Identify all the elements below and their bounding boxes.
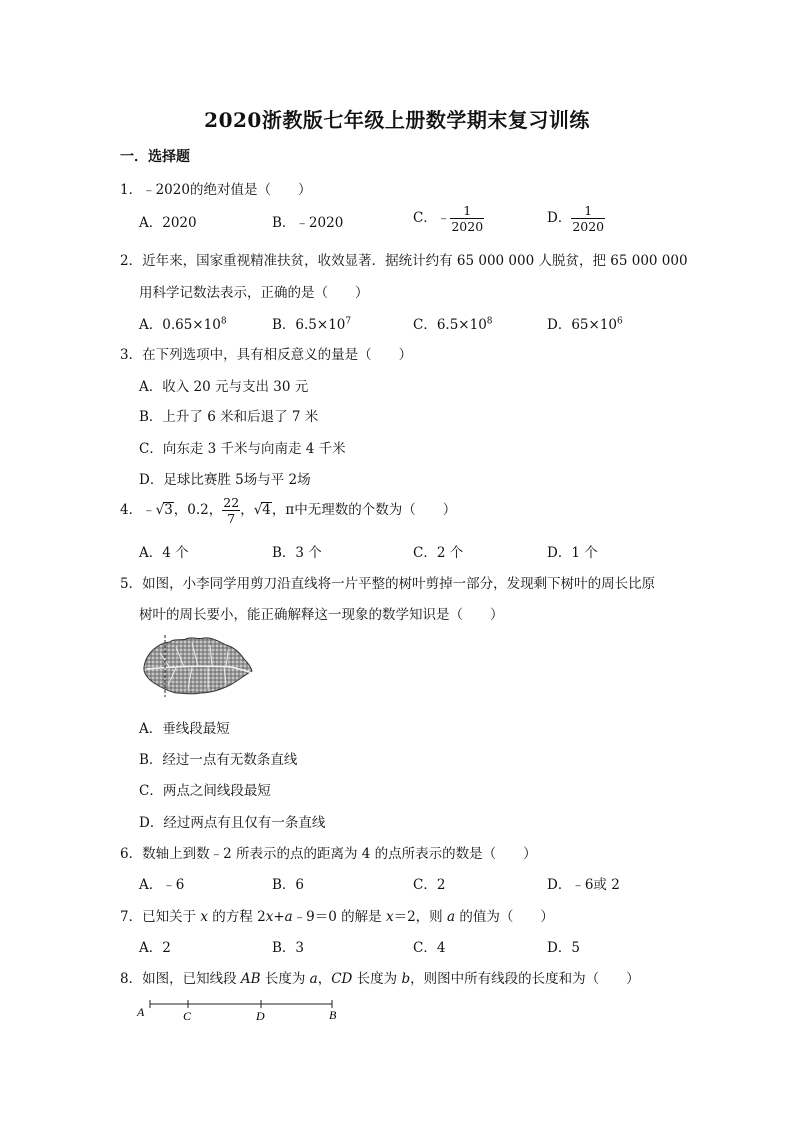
q1-c-denominator: 2020: [451, 219, 484, 234]
leaf-figure: [140, 633, 254, 699]
question-1-stem: 1．﹣2020的绝对值是（ ）: [120, 182, 312, 198]
label-c: C: [183, 1009, 192, 1023]
q3-option-a: A．收入 20 元与支出 30 元: [139, 379, 309, 395]
q5-option-b: B．经过一点有无数条直线: [139, 752, 298, 768]
q1-option-a: A．2020: [139, 215, 197, 231]
question-6-stem: 6．数轴上到数﹣2 所表示的点的距离为 4 的点所表示的数是（ ）: [120, 846, 537, 862]
q4-lead: 4．﹣: [120, 502, 156, 518]
q4-option-d: D．1 个: [547, 545, 598, 561]
q7-text-4: ﹣9＝0 的解是: [292, 909, 386, 925]
q8-var-b: b: [401, 971, 411, 987]
question-5-stem-line1: 5．如图，小李同学用剪刀沿直线将一片平整的树叶剪掉一部分，发现剩下树叶的周长比原: [120, 576, 656, 592]
q6-option-b: B．6: [272, 877, 305, 893]
q1-option-d: [547, 203, 605, 234]
q7-text-5: ＝2，则: [393, 909, 447, 925]
q7-var-a: a: [446, 909, 456, 925]
q5-option-c: C．两点之间线段最短: [139, 783, 271, 799]
q8-text-1: 8．如图，已知线段: [120, 971, 241, 987]
q1-option-b: B．﹣2020: [272, 215, 344, 231]
q2-c-base: C．6.5×10: [413, 317, 487, 333]
q4-sqrt-3: 3: [164, 502, 173, 518]
label-b: B: [329, 1008, 337, 1022]
q2-option-c: [413, 313, 493, 333]
q2-b-base: B．6.5×10: [272, 317, 346, 333]
q4-frac-denominator: 7: [227, 511, 236, 526]
q5-option-a: A．垂线段最短: [139, 721, 230, 737]
q3-option-d: D．足球比赛胜 5场与平 2场: [139, 472, 311, 488]
q7-text-3: +: [273, 909, 285, 925]
q4-option-a: A．4 个: [139, 545, 189, 561]
question-8-stem: [120, 967, 640, 987]
q6-option-d: D．﹣6或 2: [547, 877, 620, 893]
q6-option-c: C．2: [413, 877, 446, 893]
q1-option-c: [413, 203, 484, 234]
q4-mid1: ，0.2，: [173, 502, 223, 518]
question-7-stem: [120, 905, 554, 925]
question-2-stem-line1: 2．近年来，国家重视精准扶贫，收效显著．据统计约有 65 000 000 人脱贫，把 65 000 000: [120, 253, 688, 269]
q7-option-c: C．4: [413, 940, 446, 956]
page-title: 2020浙教版七年级上册数学期末复习训练: [204, 108, 590, 132]
question-2-stem-line2: 用科学记数法表示，正确的是（ ）: [139, 285, 369, 301]
q4-tail: ，π中无理数的个数为（ ）: [271, 502, 457, 518]
q7-text-1: 7．已知关于: [120, 909, 201, 925]
q1-c-fraction: [450, 203, 484, 234]
q1-c-prefix: C．﹣: [413, 210, 451, 226]
q5-option-d: D．经过两点有且仅有一条直线: [139, 815, 326, 831]
q7-text-6: 的值为（ ）: [455, 909, 554, 925]
q2-b-exponent: 7: [345, 316, 352, 327]
q4-option-b: B．3 个: [272, 545, 322, 561]
q8-text-3: ，: [317, 971, 332, 987]
q2-a-exponent: 8: [220, 316, 227, 327]
q1-d-prefix: D．: [547, 210, 572, 226]
q4-mid2: ，: [240, 502, 254, 518]
q4-frac-numerator: 22: [223, 495, 240, 510]
q8-var-a: a: [309, 971, 318, 987]
question-5-stem-line2: 树叶的周长要小，能正确解释这一现象的数学知识是（ ）: [139, 607, 504, 623]
q1-c-numerator: 1: [450, 203, 484, 219]
q8-text-2: 长度为: [260, 971, 310, 987]
q3-option-b: B．上升了 6 米和后退了 7 米: [139, 409, 319, 425]
q1-d-denominator: 2020: [572, 219, 605, 234]
question-4-stem: 4．﹣√3，0.2， $\frac{22}{7}$ ，√4，π中无理数的个数为（ ）: [120, 495, 457, 526]
q7-text-2: 的方程 2: [208, 909, 266, 925]
q7-var-x: x: [265, 909, 274, 925]
q7-var-x: x: [385, 909, 394, 925]
q8-segment-cd: CD: [331, 971, 353, 987]
q2-option-b: [272, 313, 351, 333]
q4-sqrt-4: 4: [262, 502, 271, 518]
q8-segment-ab: AB: [240, 971, 261, 987]
q7-option-a: A．2: [139, 940, 171, 956]
q7-var-a: a: [284, 909, 293, 925]
q7-var-x: x: [200, 909, 209, 925]
q3-option-c: C．向东走 3 千米与向南走 4 千米: [139, 441, 346, 457]
label-a: A: [137, 1005, 145, 1019]
q2-d-exponent: 6: [617, 316, 623, 327]
q4-fraction: [222, 495, 240, 526]
q2-a-base: A．0.65×10: [139, 317, 221, 333]
section-heading: 一．选择题: [120, 149, 190, 165]
q2-option-a: [139, 313, 227, 333]
q2-c-exponent: 8: [486, 316, 493, 327]
segment-figure: [136, 996, 346, 1026]
question-3-stem: 3．在下列选项中，具有相反意义的量是（ ）: [120, 347, 413, 363]
q2-d-base: D．65×10: [547, 317, 617, 333]
q8-text-4: 长度为: [352, 971, 402, 987]
q1-d-numerator: 1: [571, 203, 605, 219]
q7-option-b: B．3: [272, 940, 305, 956]
q6-option-a: A．﹣6: [139, 877, 185, 893]
q7-option-d: D．5: [547, 940, 580, 956]
q8-text-5: ，则图中所有线段的长度和为（ ）: [410, 971, 640, 987]
q2-option-d: [547, 313, 623, 333]
q1-d-fraction: [571, 203, 605, 234]
label-d: D: [256, 1009, 265, 1023]
q4-option-c: C．2 个: [413, 545, 464, 561]
